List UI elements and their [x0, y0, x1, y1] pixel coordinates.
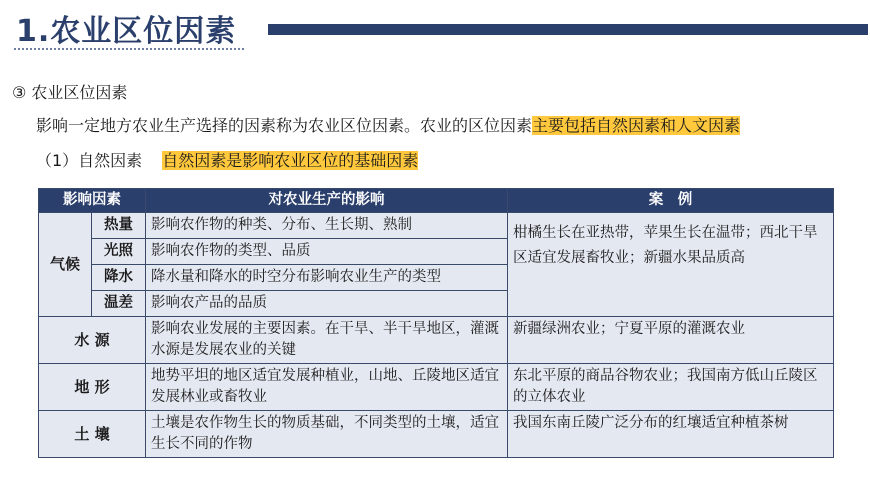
climate-effect-heat: 影响农作物的种类、分布、生长期、熟制 [146, 213, 508, 239]
table-row [39, 317, 834, 364]
climate-sub-light: 光照 [92, 239, 146, 265]
climate-effect-rain: 降水量和降水的时空分布影响农业生产的类型 [146, 265, 508, 291]
climate-sub-heat: 热量 [92, 213, 146, 239]
subheading-label: （1）自然因素 [36, 151, 143, 170]
terrain-label: 地 形 [39, 364, 146, 411]
water-example: 新疆绿洲农业；宁夏平原的灌溉农业 [508, 317, 834, 364]
water-label: 水 源 [39, 317, 146, 364]
climate-example: 柑橘生长在亚热带，苹果生长在温带；西北干旱区适宜发展畜牧业；新疆水果品质高 [508, 213, 834, 317]
intro-text: 影响一定地方农业生产选择的因素称为农业区位因素。农业的区位因素 [36, 116, 533, 135]
header-example: 案 例 [508, 189, 834, 213]
intro-paragraph [36, 113, 740, 136]
climate-effect-light: 影响农作物的类型、品质 [146, 239, 508, 265]
terrain-effect: 地势平坦的地区适宜发展种植业，山地、丘陵地区适宜发展林业或畜牧业 [146, 364, 508, 411]
table-row [39, 213, 834, 239]
title-dotted-underline [14, 48, 244, 50]
climate-sub-temp-range: 温差 [92, 291, 146, 317]
climate-label: 气候 [39, 213, 92, 317]
soil-label: 土 壤 [39, 411, 146, 458]
title-decorative-bar [268, 24, 868, 35]
table-header-row [39, 189, 834, 213]
terrain-example: 东北平原的商品谷物农业；我国南方低山丘陵区的立体农业 [508, 364, 834, 411]
intro-highlight: 主要包括自然因素和人文因素 [532, 116, 741, 135]
subheading-row [36, 148, 418, 171]
page-title: 1.农业区位因素 [16, 14, 237, 49]
header-effect: 对农业生产的影响 [146, 189, 508, 213]
table-row [39, 411, 834, 458]
factors-table [38, 188, 834, 458]
table-row [39, 364, 834, 411]
climate-effect-temp-range: 影响农产品的品质 [146, 291, 508, 317]
section-heading: ③ 农业区位因素 [12, 83, 128, 102]
climate-sub-rain: 降水 [92, 265, 146, 291]
soil-example: 我国东南丘陵广泛分布的红壤适宜种植茶树 [508, 411, 834, 458]
subheading-highlight: 自然因素是影响农业区位的基础因素 [162, 151, 419, 170]
water-effect: 影响农业发展的主要因素。在干旱、半干旱地区，灌溉水源是发展农业的关键 [146, 317, 508, 364]
soil-effect: 土壤是农作物生长的物质基础，不同类型的土壤，适宜生长不同的作物 [146, 411, 508, 458]
header-factor: 影响因素 [39, 189, 146, 213]
